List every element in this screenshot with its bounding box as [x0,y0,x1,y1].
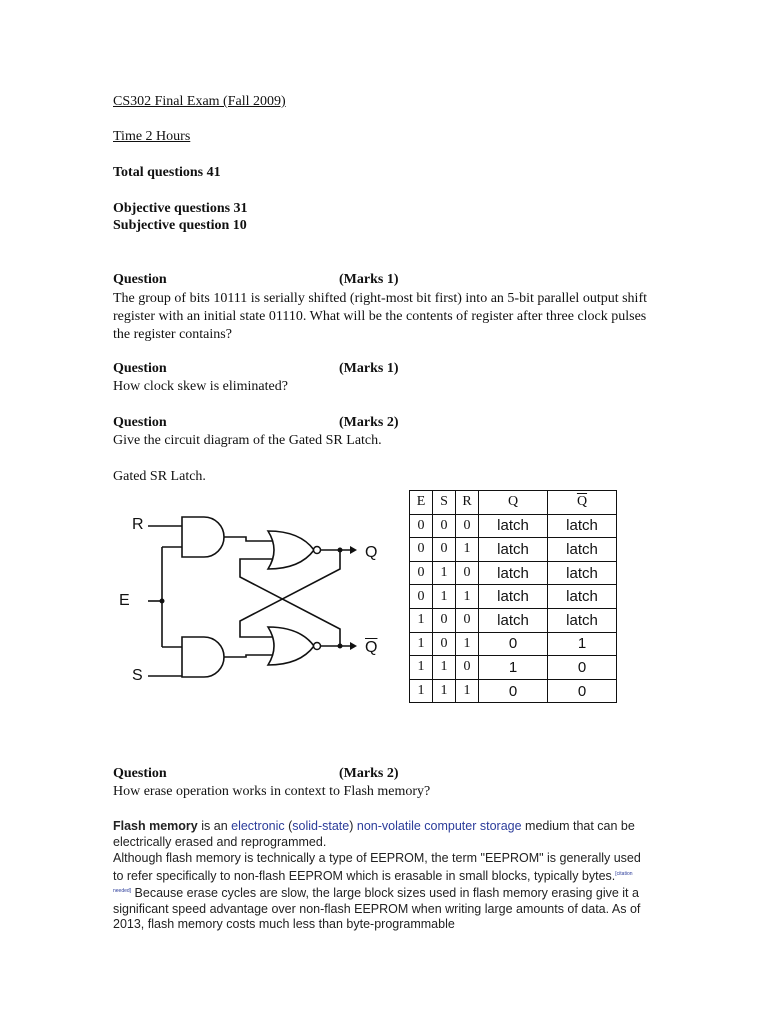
table-cell: 0 [433,608,456,632]
flash-text: Because erase cycles are slow, the large block sizes used in flash memory erasing give it a significant speed advantage over non-flash EEPROM when writing large amounts of data. As of 2013, flash memory costs much less than byte-programmable [113,886,641,932]
table-row [410,679,617,703]
header-cell: Q [479,491,548,515]
objective-questions: Objective questions 31 [113,201,248,216]
table-row [410,632,617,656]
table-row [410,514,617,538]
question-marks: (Marks 1) [339,272,399,287]
subjective-questions: Subjective question 10 [113,218,247,233]
table-cell: 1 [456,585,479,609]
question-text: How erase operation works in context to Flash memory? [113,784,431,799]
table-cell: 1 [410,656,433,680]
table-cell: latch [479,514,548,538]
input-label-s: S [132,667,143,684]
table-cell: 0 [456,514,479,538]
latch-caption: Gated SR Latch. [113,469,206,484]
flash-text: ( [284,819,293,833]
nor-gate-top [268,531,314,569]
question-marks: (Marks 1) [339,361,399,376]
total-questions: Total questions 41 [113,165,221,180]
and-gate-bottom [182,637,224,677]
table-cell: 0 [548,656,617,680]
header-cell: S [433,491,456,515]
table-cell: 1 [456,632,479,656]
table-row [410,538,617,562]
output-label-qbar: $\overline{Q}$ [365,639,378,656]
table-cell: latch [548,538,617,562]
link-solid-state[interactable]: solid-state [292,819,350,833]
table-cell: 1 [433,679,456,703]
table-cell: 1 [433,561,456,585]
table-cell: latch [479,608,548,632]
table-cell: 1 [410,632,433,656]
question-text: The group of bits 10111 is serially shifted (right-most bit first) into an 5-bit parallel output shift register with an initial state 01110. What will be the contents of register after three clock pulses the register contains? [113,291,647,342]
question-label: Question [113,766,167,781]
table-cell: 0 [456,561,479,585]
table-cell: 0 [410,514,433,538]
citation-needed-link[interactable]: [citation needed] [113,870,633,895]
table-cell: latch [479,585,548,609]
header-cell: R [456,491,479,515]
table-cell: 0 [410,538,433,562]
table-row [410,608,617,632]
question-text: Give the circuit diagram of the Gated SR Latch. [113,433,382,448]
table-cell: 0 [433,514,456,538]
table-cell: 0 [456,656,479,680]
table-cell: 1 [548,632,617,656]
table-cell: latch [479,561,548,585]
input-label-e: E [119,592,130,609]
table-cell: 1 [456,679,479,703]
table-cell: latch [479,538,548,562]
question-label: Question [113,361,167,376]
table-row [410,585,617,609]
table-cell: 0 [479,632,548,656]
exam-time: Time 2 Hours [113,129,191,144]
table-cell: 0 [479,679,548,703]
question-label: Question [113,415,167,430]
question-text: How clock skew is eliminated? [113,379,288,394]
truth-table [409,490,617,703]
question-label: Question [113,272,167,287]
table-cell: 0 [433,538,456,562]
table-row [410,561,617,585]
table-cell: latch [548,514,617,538]
flash-text: Although flash memory is technically a type of EEPROM, the term "EEPROM" is generally used to refer specifically to non-flash EEPROM which is erasable in small blocks, typically bytes. [113,851,641,883]
flash-paragraph-1 [113,819,658,850]
nor-gate-bottom [268,627,314,665]
output-label-q: Q [365,544,378,561]
question-marks: (Marks 2) [339,766,399,781]
table-cell: 1 [410,679,433,703]
flash-text: medium that can be electrically erased and reprogrammed. [113,819,635,849]
table-cell: 1 [456,538,479,562]
table-cell: 0 [433,632,456,656]
table-cell: latch [548,608,617,632]
table-cell: latch [548,561,617,585]
table-cell: 0 [410,561,433,585]
exam-title: CS302 Final Exam (Fall 2009) [113,94,286,109]
table-cell: 1 [433,656,456,680]
table-cell: latch [548,585,617,609]
question-marks: (Marks 2) [339,415,399,430]
flash-paragraph-2 [113,851,643,933]
table-cell: 1 [433,585,456,609]
table-cell: 1 [410,608,433,632]
input-label-r: R [132,516,144,533]
flash-text: is an [197,819,232,833]
table-cell: 0 [410,585,433,609]
flash-term: Flash memory [113,819,198,833]
table-cell: 0 [456,608,479,632]
table-cell: 0 [548,679,617,703]
table-cell: 1 [479,656,548,680]
table-header-row [410,491,617,515]
table-row [410,656,617,680]
header-cell: $\overline{Q}$ [548,491,617,515]
header-cell: E [410,491,433,515]
gated-sr-latch-diagram [120,505,390,695]
and-gate-top [182,517,224,557]
link-non-volatile-storage[interactable]: non-volatile computer storage [356,819,522,833]
link-electronic[interactable]: electronic [231,819,285,833]
flash-text: ) [349,819,357,833]
